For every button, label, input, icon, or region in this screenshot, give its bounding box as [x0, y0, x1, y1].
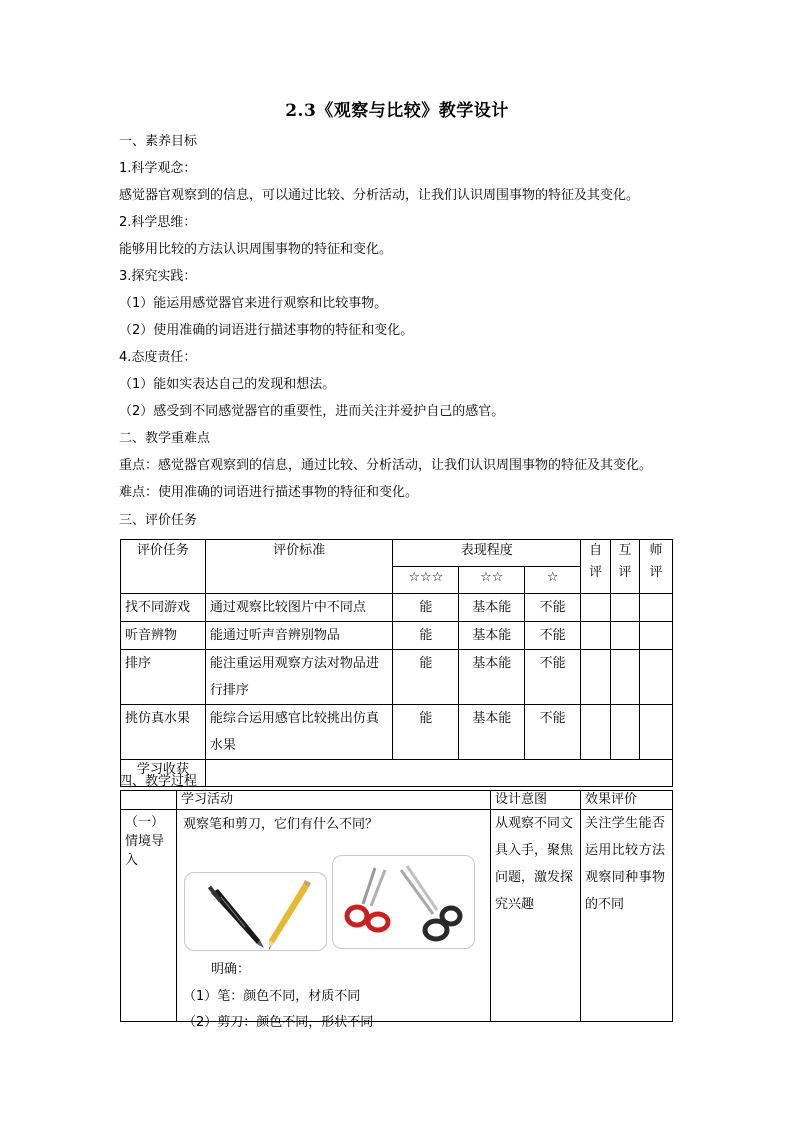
gray-scissors-icon [401, 866, 460, 939]
evaluation-table [120, 539, 673, 787]
header-stage [121, 791, 177, 810]
header-intent: 设计意图 [491, 791, 581, 810]
header-self-eval [581, 540, 611, 594]
header-self-char-1: 自 [589, 543, 603, 558]
black-pen-icon [208, 886, 264, 948]
process-table [120, 790, 673, 1030]
standard-cell: 能综合运用感官比较挑出仿真水果 [205, 705, 393, 760]
goal-4-label: 4.态度责任： [119, 350, 197, 365]
level-3-cell: 能 [393, 594, 459, 622]
standard-cell: 通过观察比较图片中不同点 [205, 594, 393, 622]
level-3-cell: 能 [393, 622, 459, 650]
learning-gain-label: 学习收获 [121, 760, 206, 787]
goal-2-text: 能够用比较的方法认识周围事物的特征和变化。 [119, 242, 393, 257]
scissors-image [332, 855, 475, 949]
section-heading-process: 四、教学过程 [119, 774, 198, 789]
self-eval-cell [581, 594, 611, 622]
teacher-eval-cell [640, 705, 673, 760]
pencil-icon [269, 880, 311, 950]
header-performance: 表现程度 [393, 540, 581, 567]
task-cell: 找不同游戏 [121, 594, 206, 622]
header-peer-eval [611, 540, 640, 594]
goal-3-item-a: （1）能运用感觉器官来进行观察和比较事物。 [119, 296, 388, 311]
level-1-cell: 不能 [525, 594, 581, 622]
standard-cell: 能注重运用观察方法对物品进行排序 [205, 650, 393, 705]
goal-2-label: 2.科学思维： [119, 215, 197, 230]
header-evaluation: 效果评价 [580, 791, 672, 810]
level-3-cell: 能 [393, 650, 459, 705]
table-row [121, 760, 673, 787]
section-heading-goals: 一、素养目标 [119, 134, 198, 149]
table-row [121, 650, 673, 705]
header-standard: 评价标准 [205, 540, 393, 594]
evaluation-cell [580, 810, 672, 1022]
header-self-char-2: 评 [589, 565, 603, 580]
teacher-eval-cell [640, 650, 673, 705]
scissors-illustration [333, 856, 474, 948]
header-teacher-eval [640, 540, 673, 594]
teacher-eval-cell [640, 622, 673, 650]
table-row [121, 594, 673, 622]
peer-eval-cell [611, 650, 640, 705]
teacher-eval-cell [640, 594, 673, 622]
goal-1-text: 感觉器官观察到的信息，可以通过比较、分析活动，让我们认识周围事物的特征及其变化。 [119, 188, 640, 203]
header-task: 评价任务 [121, 540, 206, 594]
task-cell: 排序 [121, 650, 206, 705]
intent-text: 从观察不同文具入手，聚焦问题，激发探究兴趣 [495, 816, 574, 912]
peer-eval-cell [611, 594, 640, 622]
evaluation-text: 关注学生能否运用比较方法观察同种事物的不同 [584, 816, 665, 912]
task-cell: 听音辨物 [121, 622, 206, 650]
table-row [121, 622, 673, 650]
header-one-star: ☆ [525, 567, 581, 594]
level-1-cell: 不能 [525, 650, 581, 705]
clarify-point-scissors: （2）剪刀：颜色不同，形状不同 [182, 1015, 374, 1030]
table-row [121, 810, 673, 1022]
activity-prompt: 观察笔和剪刀，它们有什么不同？ [182, 817, 378, 832]
level-2-cell: 基本能 [459, 705, 525, 760]
section-heading-key-points: 二、教学重难点 [119, 431, 211, 446]
header-peer-char-2: 评 [618, 565, 632, 580]
goal-4-item-b: （2）感受到不同感觉器官的重要性，进而关注并爱护自己的感官。 [119, 404, 505, 419]
task-cell: 挑仿真水果 [121, 705, 206, 760]
stage-label: （一）情境导入 [125, 815, 165, 868]
learning-gain-cell [205, 760, 672, 787]
peer-eval-cell [611, 622, 640, 650]
level-1-cell: 不能 [525, 622, 581, 650]
goal-1-label: 1.科学观念： [119, 161, 197, 176]
section-heading-evaluation: 三、评价任务 [119, 513, 198, 528]
key-point-text: 重点：感觉器官观察到的信息，通过比较、分析活动，让我们认识周围事物的特征及其变化。 [119, 458, 653, 473]
header-three-stars: ☆☆☆ [393, 567, 459, 594]
header-activity: 学习活动 [176, 791, 490, 810]
standard-cell: 能通过听声音辨别物品 [205, 622, 393, 650]
level-2-cell: 基本能 [459, 594, 525, 622]
clarify-point-pen: （1）笔：颜色不同，材质不同 [182, 989, 361, 1004]
header-two-stars: ☆☆ [459, 567, 525, 594]
red-scissors-icon [347, 868, 388, 930]
level-3-cell: 能 [393, 705, 459, 760]
activity-cell [176, 810, 490, 1030]
self-eval-cell [581, 650, 611, 705]
header-teacher-char-1: 师 [649, 543, 663, 558]
peer-eval-cell [611, 705, 640, 760]
self-eval-cell [581, 622, 611, 650]
table-row [121, 705, 673, 760]
page-title: 2.3《观察与比较》教学设计 [285, 101, 509, 121]
intent-cell [491, 810, 581, 1022]
goal-3-item-b: （2）使用准确的词语进行描述事物的特征和变化。 [119, 323, 414, 338]
pens-image [184, 872, 327, 951]
stage-cell [121, 810, 177, 1022]
difficult-point-text: 难点：使用准确的词语进行描述事物的特征和变化。 [119, 485, 419, 500]
header-teacher-char-2: 评 [649, 565, 663, 580]
level-1-cell: 不能 [525, 705, 581, 760]
clarify-label: 明确： [210, 962, 250, 977]
level-2-cell: 基本能 [459, 650, 525, 705]
goal-3-label: 3.探究实践： [119, 269, 197, 284]
header-peer-char-1: 互 [618, 543, 632, 558]
self-eval-cell [581, 705, 611, 760]
goal-4-item-a: （1）能如实表达自己的发现和想法。 [119, 377, 336, 392]
level-2-cell: 基本能 [459, 622, 525, 650]
pens-illustration [185, 873, 326, 950]
